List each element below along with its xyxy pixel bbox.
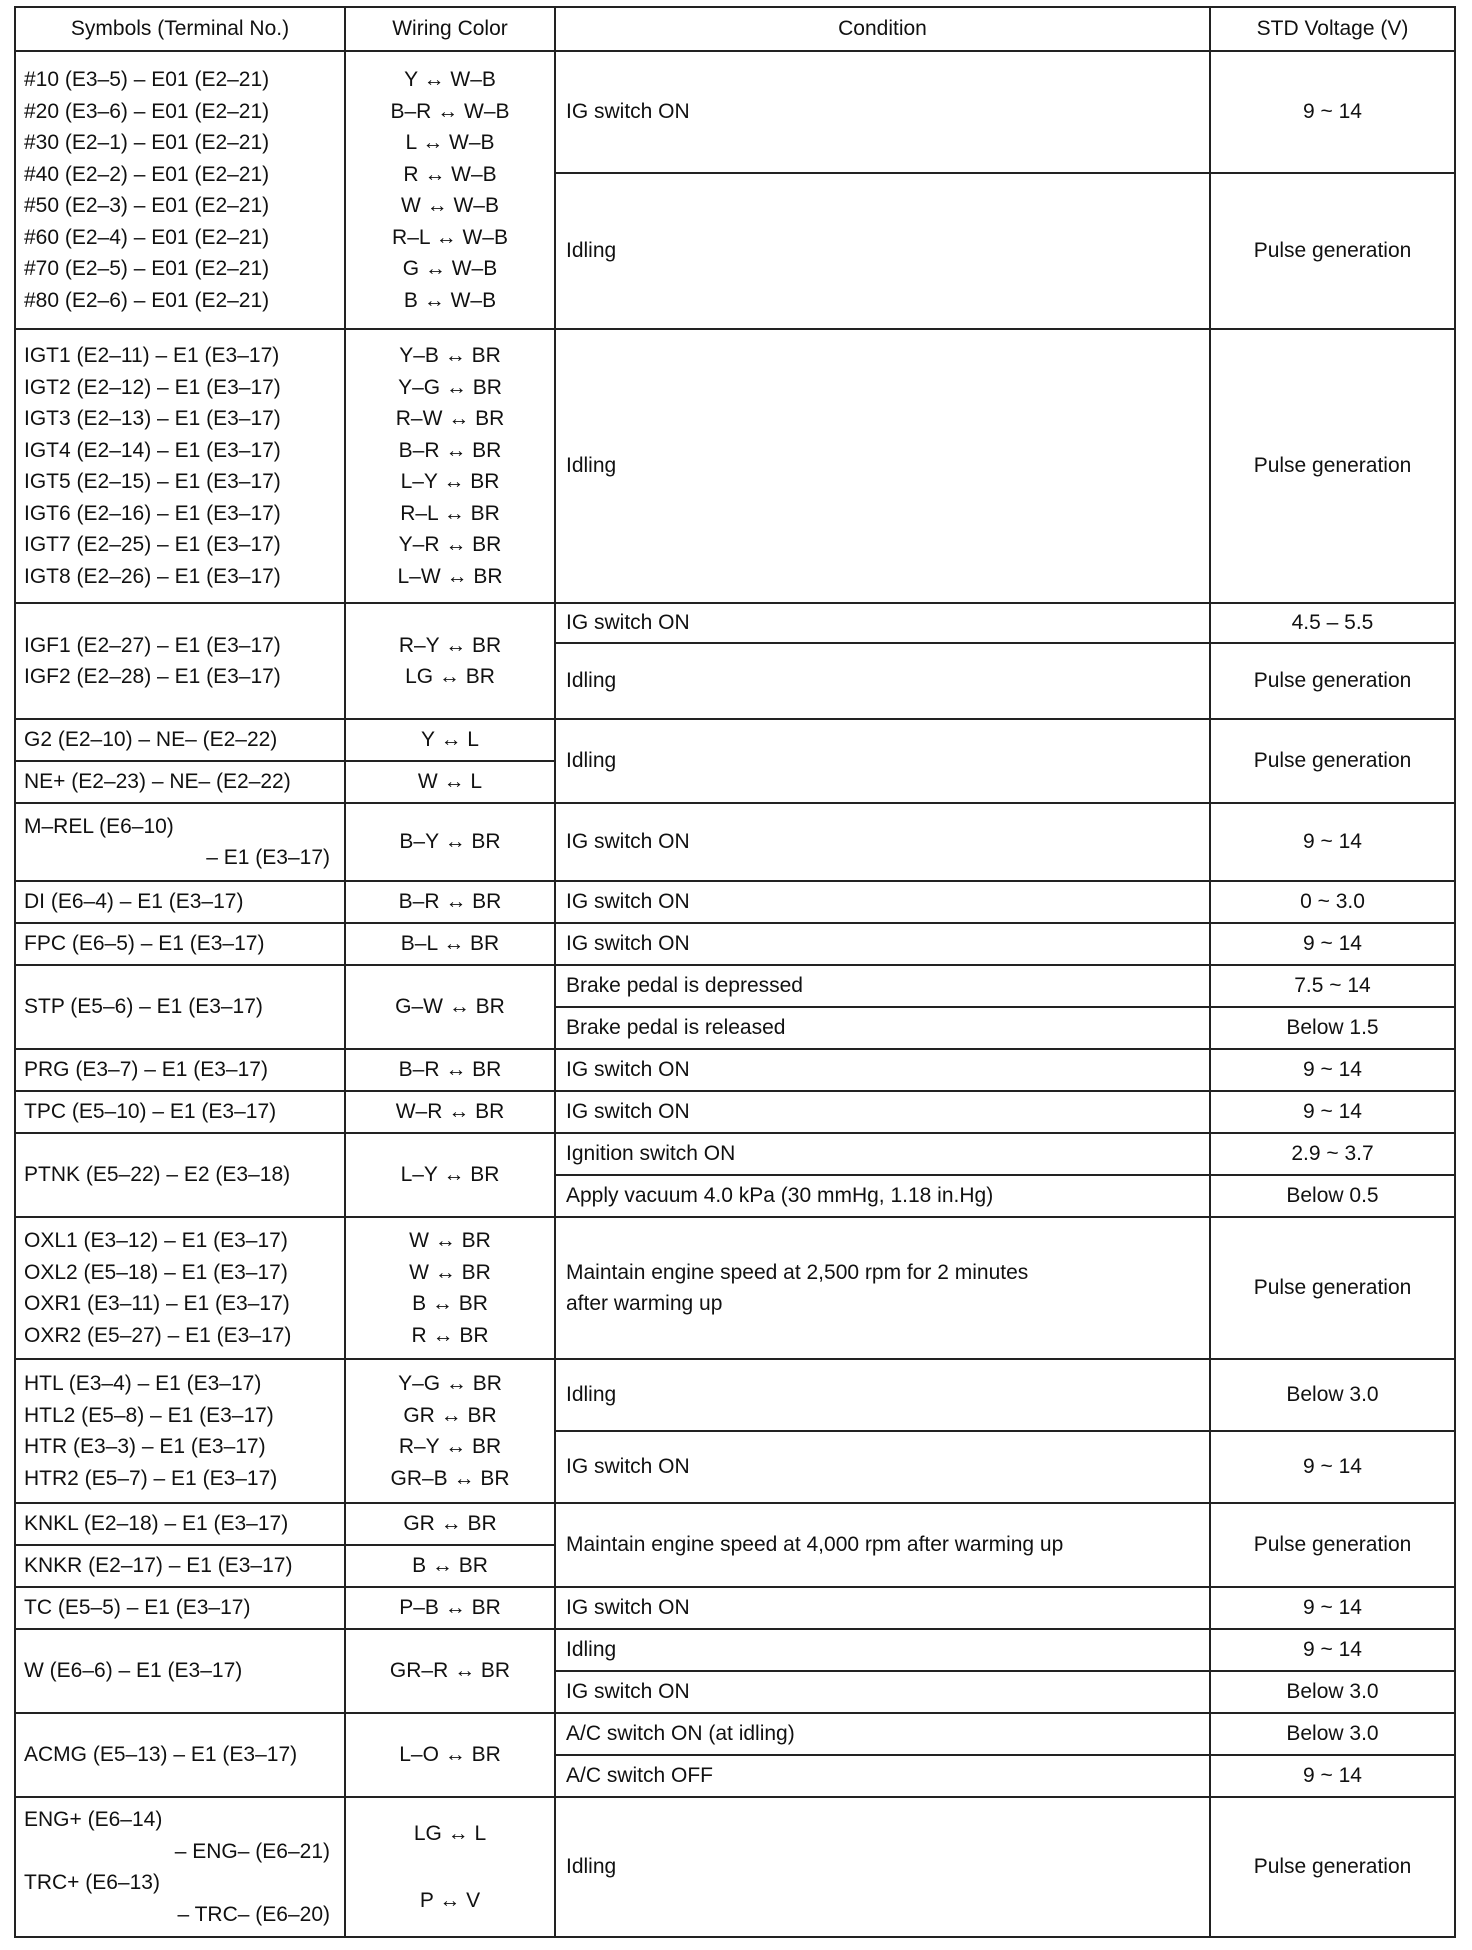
wiring-cell: P–B ↔ BR [345, 1587, 555, 1629]
voltage-cell: 2.9 ~ 3.7 [1210, 1133, 1455, 1175]
wiring-text: R–Y ↔ BR [398, 633, 502, 657]
igf-symbols-cell [15, 603, 345, 719]
voltage-cell: Pulse generation [1210, 1217, 1455, 1359]
oxygen-sensor-symbols-cell [15, 1217, 345, 1359]
condition-cell: Brake pedal is released [555, 1007, 1210, 1049]
symbol-text: IGT5 (E2–15) – E1 (E3–17) [24, 470, 281, 493]
condition-cell: IG switch ON [555, 803, 1210, 881]
condition-cell: Idling [555, 643, 1210, 719]
wiring-text: L–Y ↔ BR [400, 470, 500, 493]
condition-cell: Apply vacuum 4.0 kPa (30 mmHg, 1.18 in.Hg) [555, 1175, 1210, 1217]
symbol-cell: ACMG (E5–13) – E1 (E3–17) [15, 1713, 345, 1797]
wiring-cell: G–W ↔ BR [345, 965, 555, 1049]
oxygen-sensor-wiring-cell [345, 1217, 555, 1359]
symbol-text: #20 (E3–6) – E01 (E2–21) [24, 99, 270, 123]
communication-symbols-cell [15, 1797, 345, 1937]
symbol-text: OXR1 (E3–11) – E1 (E3–17) [24, 1292, 290, 1315]
wiring-cell: B–Y ↔ BR [345, 803, 555, 881]
symbol-text: HTL2 (E5–8) – E1 (E3–17) [24, 1403, 274, 1427]
symbol-cell: DI (E6–4) – E1 (E3–17) [15, 881, 345, 923]
wiring-text: Y–G ↔ BR [398, 375, 502, 399]
condition-cell: IG switch ON [555, 881, 1210, 923]
header-std-voltage: STD Voltage (V) [1210, 7, 1455, 51]
voltage-cell: Below 1.5 [1210, 1007, 1455, 1049]
table-row [15, 1359, 1455, 1431]
condition-cell: IG switch ON [555, 1091, 1210, 1133]
wiring-text: R–W ↔ BR [395, 407, 505, 430]
wiring-text: Y–R ↔ BR [398, 533, 502, 556]
voltage-cell: Pulse generation [1210, 719, 1455, 803]
symbol-cell: NE+ (E2–23) – NE– (E2–22) [15, 761, 345, 803]
condition-cell [555, 1217, 1210, 1359]
header-wiring-color: Wiring Color [345, 7, 555, 51]
wiring-text: GR–B ↔ BR [390, 1466, 510, 1490]
table-row [15, 1587, 1455, 1629]
symbol-cell: TPC (E5–10) – E1 (E3–17) [15, 1091, 345, 1133]
wiring-cell: GR ↔ BR [345, 1503, 555, 1545]
table-row [15, 803, 1455, 881]
condition-cell: IG switch ON [555, 1671, 1210, 1713]
symbol-text: HTR2 (E5–7) – E1 (E3–17) [24, 1466, 278, 1490]
wiring-text: R–Y ↔ BR [398, 1435, 502, 1458]
symbol-text: #60 (E2–4) – E01 (E2–21) [24, 225, 270, 249]
symbol-text: TRC+ (E6–13) [24, 1871, 160, 1894]
table-row [15, 1629, 1455, 1671]
voltage-cell: Pulse generation [1210, 643, 1455, 719]
symbol-text: – E1 (E3–17) [206, 846, 330, 869]
symbol-cell: PTNK (E5–22) – E2 (E3–18) [15, 1133, 345, 1217]
condition-cell: IG switch ON [555, 923, 1210, 965]
voltage-cell: Pulse generation [1210, 173, 1455, 329]
condition-cell: Idling [555, 1629, 1210, 1671]
symbol-cell: TC (E5–5) – E1 (E3–17) [15, 1587, 345, 1629]
voltage-cell: 9 ~ 14 [1210, 1091, 1455, 1133]
symbol-text: – TRC– (E6–20) [177, 1902, 330, 1926]
symbol-cell: FPC (E6–5) – E1 (E3–17) [15, 923, 345, 965]
symbol-cell [15, 803, 345, 881]
table-row [15, 1049, 1455, 1091]
symbol-cell: KNKR (E2–17) – E1 (E3–17) [15, 1545, 345, 1587]
terminal-voltage-table [14, 6, 1456, 1938]
communication-wiring-cell [345, 1797, 555, 1937]
wiring-text: Y ↔ W–B [404, 68, 496, 91]
wiring-text: LG ↔ L [413, 1821, 487, 1845]
voltage-cell: Pulse generation [1210, 1503, 1455, 1587]
voltage-cell: 9 ~ 14 [1210, 1755, 1455, 1797]
voltage-cell: 9 ~ 14 [1210, 1587, 1455, 1629]
wiring-text: Y–B ↔ BR [399, 344, 501, 367]
wiring-cell: B ↔ BR [345, 1545, 555, 1587]
wiring-text: B ↔ W–B [403, 288, 497, 312]
symbol-text: HTR (E3–3) – E1 (E3–17) [24, 1435, 266, 1458]
wiring-cell: Y ↔ L [345, 719, 555, 761]
wiring-text: B–R ↔ BR [398, 438, 502, 462]
symbol-text: IGT6 (E2–16) – E1 (E3–17) [24, 501, 281, 525]
symbol-text: IGF2 (E2–28) – E1 (E3–17) [24, 665, 281, 688]
wiring-text: W ↔ W–B [401, 194, 499, 217]
voltage-cell: Below 3.0 [1210, 1713, 1455, 1755]
condition-cell: Ignition switch ON [555, 1133, 1210, 1175]
symbol-text: ENG+ (E6–14) [24, 1808, 163, 1831]
symbol-text: #70 (E2–5) – E01 (E2–21) [24, 257, 270, 280]
symbol-text: IGT8 (E2–26) – E1 (E3–17) [24, 564, 281, 588]
table-row [15, 1797, 1455, 1937]
symbol-cell: KNKL (E2–18) – E1 (E3–17) [15, 1503, 345, 1545]
voltage-cell: Pulse generation [1210, 1797, 1455, 1937]
wiring-text: R–L ↔ BR [400, 501, 500, 525]
symbol-text: IGT7 (E2–25) – E1 (E3–17) [24, 533, 281, 556]
wiring-cell: GR–R ↔ BR [345, 1629, 555, 1713]
wiring-text: R ↔ BR [411, 1323, 489, 1347]
condition-cell: Idling [555, 329, 1210, 603]
voltage-cell: 7.5 ~ 14 [1210, 965, 1455, 1007]
symbol-text: #50 (E2–3) – E01 (E2–21) [24, 194, 270, 217]
condition-cell: IG switch ON [555, 51, 1210, 173]
symbol-text: IGT4 (E2–14) – E1 (E3–17) [24, 438, 281, 462]
wiring-cell: L–O ↔ BR [345, 1713, 555, 1797]
voltage-cell: 9 ~ 14 [1210, 923, 1455, 965]
table-row [15, 1713, 1455, 1755]
wiring-text: R ↔ W–B [403, 162, 497, 186]
condition-cell: IG switch ON [555, 603, 1210, 643]
table-row [15, 923, 1455, 965]
symbol-cell: STP (E5–6) – E1 (E3–17) [15, 965, 345, 1049]
wiring-text: W ↔ BR [409, 1260, 491, 1284]
condition-cell: IG switch ON [555, 1587, 1210, 1629]
voltage-cell: Below 3.0 [1210, 1359, 1455, 1431]
wiring-cell: L–Y ↔ BR [345, 1133, 555, 1217]
heater-wiring-cell [345, 1359, 555, 1503]
igt-symbols-cell [15, 329, 345, 603]
heater-symbols-cell [15, 1359, 345, 1503]
wiring-text: Y–G ↔ BR [398, 1372, 502, 1395]
igt-wiring-cell [345, 329, 555, 603]
condition-cell: Idling [555, 719, 1210, 803]
header-row [15, 7, 1455, 51]
wiring-text: LG ↔ BR [405, 665, 495, 688]
condition-cell: A/C switch OFF [555, 1755, 1210, 1797]
symbol-cell: PRG (E3–7) – E1 (E3–17) [15, 1049, 345, 1091]
wiring-text: P ↔ V [419, 1889, 481, 1912]
table-row [15, 329, 1455, 603]
symbol-text: – ENG– (E6–21) [174, 1839, 330, 1863]
table-row [15, 51, 1455, 173]
symbol-text: IGT2 (E2–12) – E1 (E3–17) [24, 375, 281, 399]
symbol-text: OXR2 (E5–27) – E1 (E3–17) [24, 1323, 292, 1347]
header-condition: Condition [555, 7, 1210, 51]
wiring-text: W ↔ BR [409, 1229, 491, 1252]
table-row [15, 1217, 1455, 1359]
voltage-cell: 9 ~ 14 [1210, 1629, 1455, 1671]
table-row [15, 1133, 1455, 1175]
condition-cell: Brake pedal is depressed [555, 965, 1210, 1007]
igf-wiring-cell [345, 603, 555, 719]
wiring-text: L–W ↔ BR [397, 564, 503, 588]
wiring-cell: W–R ↔ BR [345, 1091, 555, 1133]
voltage-cell: Below 0.5 [1210, 1175, 1455, 1217]
table-row [15, 881, 1455, 923]
symbol-text: #10 (E3–5) – E01 (E2–21) [24, 68, 270, 91]
wiring-text: R–L ↔ W–B [392, 225, 508, 249]
symbol-text: HTL (E3–4) – E1 (E3–17) [24, 1372, 262, 1395]
table-row [15, 603, 1455, 643]
symbol-text: IGF1 (E2–27) – E1 (E3–17) [24, 633, 281, 657]
voltage-cell: 9 ~ 14 [1210, 803, 1455, 881]
symbol-text: #80 (E2–6) – E01 (E2–21) [24, 288, 270, 312]
condition-text: Maintain engine speed at 2,500 rpm for 2 minutes [566, 1260, 1029, 1284]
header-symbols: Symbols (Terminal No.) [15, 7, 345, 51]
condition-cell: A/C switch ON (at idling) [555, 1713, 1210, 1755]
voltage-cell: Pulse generation [1210, 329, 1455, 603]
wiring-text: L ↔ W–B [405, 131, 495, 154]
voltage-cell: 9 ~ 14 [1210, 1049, 1455, 1091]
voltage-cell: 9 ~ 14 [1210, 1431, 1455, 1503]
voltage-cell: 4.5 – 5.5 [1210, 603, 1455, 643]
condition-cell: Idling [555, 1797, 1210, 1937]
symbol-text: #40 (E2–2) – E01 (E2–21) [24, 162, 270, 186]
wiring-text: G ↔ W–B [402, 257, 498, 280]
injector-wiring-cell [345, 51, 555, 329]
wiring-cell: B–R ↔ BR [345, 881, 555, 923]
condition-cell: IG switch ON [555, 1431, 1210, 1503]
table-row [15, 1503, 1455, 1545]
wiring-text: B–R ↔ W–B [390, 99, 510, 123]
voltage-cell: 9 ~ 14 [1210, 51, 1455, 173]
symbol-cell: W (E6–6) – E1 (E3–17) [15, 1629, 345, 1713]
symbol-cell: G2 (E2–10) – NE– (E2–22) [15, 719, 345, 761]
condition-cell: Idling [555, 1359, 1210, 1431]
injector-symbols-cell [15, 51, 345, 329]
voltage-cell: 0 ~ 3.0 [1210, 881, 1455, 923]
symbol-text: OXL2 (E5–18) – E1 (E3–17) [24, 1260, 288, 1284]
wiring-cell: B–R ↔ BR [345, 1049, 555, 1091]
table-row [15, 965, 1455, 1007]
condition-text: after warming up [566, 1292, 723, 1315]
wiring-text: GR ↔ BR [403, 1403, 497, 1427]
table-row [15, 719, 1455, 761]
wiring-text: B ↔ BR [412, 1292, 488, 1315]
symbol-text: IGT3 (E2–13) – E1 (E3–17) [24, 407, 281, 430]
symbol-text: #30 (E2–1) – E01 (E2–21) [24, 131, 270, 154]
table-row [15, 1091, 1455, 1133]
voltage-cell: Below 3.0 [1210, 1671, 1455, 1713]
symbol-text: OXL1 (E3–12) – E1 (E3–17) [24, 1229, 288, 1252]
wiring-cell: B–L ↔ BR [345, 923, 555, 965]
condition-cell: Idling [555, 173, 1210, 329]
condition-cell: IG switch ON [555, 1049, 1210, 1091]
condition-cell: Maintain engine speed at 4,000 rpm after warming up [555, 1503, 1210, 1587]
symbol-text: IGT1 (E2–11) – E1 (E3–17) [24, 344, 280, 367]
wiring-cell: W ↔ L [345, 761, 555, 803]
symbol-text: M–REL (E6–10) [24, 814, 174, 838]
